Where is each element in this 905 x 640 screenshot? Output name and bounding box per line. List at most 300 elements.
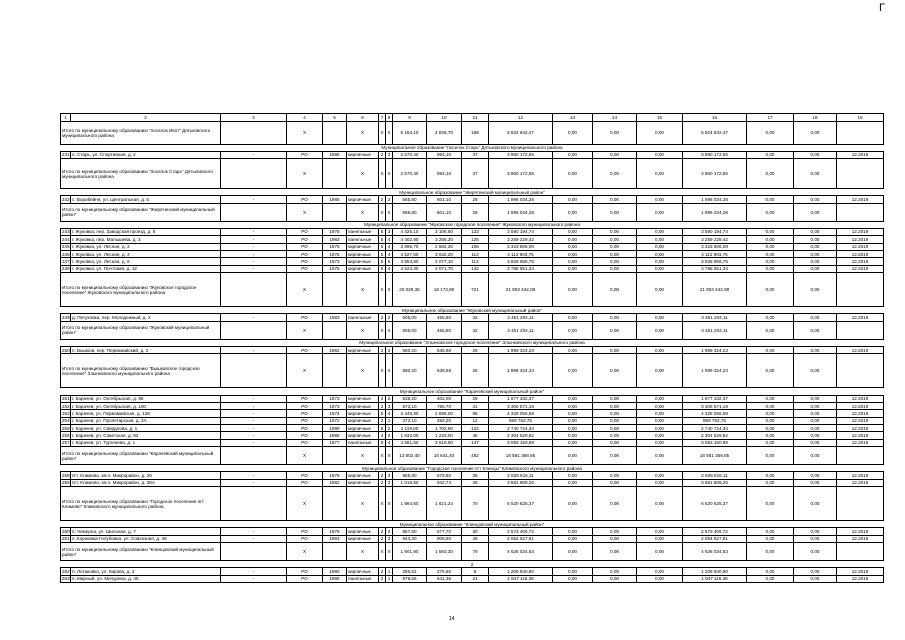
empty-cell [323, 543, 347, 561]
subtotal-v10: 536,68 [427, 354, 462, 388]
subtotal-v18: 0,00 [794, 203, 837, 221]
not-applicable-mark: X [379, 159, 386, 189]
wall-material: кирпичные [347, 196, 379, 203]
subtotal-v13: 0,00 [553, 543, 593, 561]
entrances: 3 [386, 151, 393, 158]
address: д. Петуховка, пер. Молодежный, д. 2 [71, 314, 221, 321]
row-number: 253 [62, 410, 70, 416]
column-number: 2 [71, 114, 221, 122]
cost-owners: 1 999 324,23 [683, 346, 747, 353]
table-row [61, 258, 884, 265]
wall-material: кирпичные [347, 479, 379, 486]
entrances: 4 [386, 439, 393, 446]
area-total: 3 445,90 [393, 410, 427, 417]
subtotal-v15: 0,00 [637, 273, 683, 307]
col-4: РО [287, 402, 323, 409]
subtotal-v13: 0,00 [553, 203, 593, 221]
planned-date: 12.2019 [837, 439, 884, 446]
cost-regional: 0,00 [593, 196, 637, 203]
residents: 106 [462, 243, 489, 250]
wall-material: кирпичные [347, 151, 379, 158]
col-18: 0,00 [794, 151, 837, 158]
planned-date: 12.2019 [837, 417, 884, 424]
cost-federal: 0,00 [553, 439, 593, 446]
table-row [61, 417, 884, 424]
not-applicable-mark: X [386, 354, 393, 388]
cost-federal: 0,00 [553, 346, 593, 353]
floors: 2 [379, 535, 386, 542]
col-18: 0,00 [794, 410, 837, 417]
empty-cell [323, 321, 347, 339]
table-row [61, 196, 884, 203]
cost-owners: 2 740 724,34 [683, 425, 747, 432]
area-living: 994,10 [427, 151, 462, 158]
cost-federal: 0,00 [553, 417, 593, 424]
col-4: РО [287, 251, 323, 258]
subtotal-v14: 0,00 [593, 487, 637, 521]
col-17: 0,00 [747, 243, 794, 250]
subtotal-v14: 0,00 [593, 543, 637, 561]
residents: 142 [462, 265, 489, 272]
planned-date: 12.2019 [837, 472, 884, 479]
not-applicable-mark: X [386, 487, 393, 521]
planned-date: 12.2019 [837, 265, 884, 272]
col-18: 0,00 [794, 236, 837, 243]
entrances: 6 [386, 258, 393, 265]
col-18: 0,00 [794, 528, 837, 535]
planned-date: 12.2019 [837, 151, 884, 158]
subtotal-v13: 0,00 [553, 273, 593, 307]
residents: 45 [462, 432, 489, 439]
section-header-row [61, 307, 884, 314]
col-18: 0,00 [794, 251, 837, 258]
floors: 5 [379, 236, 386, 243]
table-row [61, 346, 884, 353]
cost-regional: 0,00 [593, 243, 637, 250]
subtotal-v12: 3 451 204,11 [489, 321, 553, 339]
cost-owners: 3 306 571,19 [683, 402, 747, 409]
col-18: 0,00 [794, 228, 837, 235]
residents: 26 [462, 346, 489, 353]
planned-date: 12.2019 [837, 346, 884, 353]
address: г. Карачев, ул. Октябрьская, д. 96 [71, 395, 221, 402]
subtotal-v11: 79 [462, 543, 489, 561]
total-cost: 1 947 116,38 [489, 575, 553, 582]
section-header-row [61, 465, 884, 472]
col-17: 0,00 [747, 265, 794, 272]
subtotal-v15: 0,00 [637, 447, 683, 465]
subtotal-v13: 0,00 [553, 487, 593, 521]
cost-regional: 0,00 [593, 151, 637, 158]
area-total: 2 570,40 [393, 151, 427, 158]
empty-cell [837, 121, 884, 144]
total-cost: 2 304 529,62 [489, 432, 553, 439]
cost-owners: 4 112 903,75 [683, 251, 747, 258]
cost-local: 0,00 [637, 417, 683, 424]
subtotal-v10: 1 583,30 [427, 543, 462, 561]
not-applicable-mark: X [287, 203, 323, 221]
area-living: 3 077,10 [427, 258, 462, 265]
address: г. Карачев, ул. Тургенева, д. 1 [71, 439, 221, 446]
floors: 2 [379, 479, 386, 486]
column-number: 1 [61, 114, 71, 122]
planned-date: 12.2019 [837, 535, 884, 542]
subtotal-label: Итого по муниципальному образованию "Жуковский муниципальный район" [61, 321, 221, 339]
area-total: 538,20 [393, 395, 427, 402]
col-4: РО [287, 265, 323, 272]
row-number: 255 [62, 425, 70, 431]
entrances: 1 [386, 575, 393, 582]
col-3: - [221, 151, 287, 158]
cost-regional: 0,00 [593, 439, 637, 446]
entrances: 4 [386, 265, 393, 272]
subtotal-label: Итого по муниципальному образованию "Клинцовский муниципальный район" [61, 543, 221, 561]
cost-regional: 0,00 [593, 575, 637, 582]
total-cost: 3 259 229,42 [489, 236, 553, 243]
table-row [61, 251, 884, 258]
total-cost: 3 960 172,55 [489, 151, 553, 158]
column-number: 7 [379, 114, 386, 122]
entrances: 4 [386, 410, 393, 417]
subtotal-v11: 70 [462, 487, 489, 521]
row-number: 254 [62, 418, 70, 424]
col-18: 0,00 [794, 535, 837, 542]
row-number: 251 [62, 396, 70, 402]
overhaul-register-table-wrap [60, 113, 883, 583]
cost-local: 0,00 [637, 265, 683, 272]
cost-regional: 0,00 [593, 425, 637, 432]
subtotal-v11: 29 [462, 203, 489, 221]
not-applicable-mark: X [287, 543, 323, 561]
entrances: 1 [386, 568, 393, 575]
col-18: 0,00 [794, 258, 837, 265]
floors: 5 [379, 410, 386, 417]
subtotal-v9: 6 164,10 [393, 121, 427, 144]
row-number: 241 [62, 152, 70, 158]
col-17: 0,00 [747, 151, 794, 158]
col-18: 0,00 [794, 314, 837, 321]
col-4: РО [287, 535, 323, 542]
col-4: РО [287, 228, 323, 235]
floors: 2 [379, 568, 386, 575]
subtotal-v16: 1 996 034,28 [683, 203, 747, 221]
col-3: - [221, 479, 287, 486]
subtotal-v18: 0,00 [794, 354, 837, 388]
col-3: - [221, 314, 287, 321]
planned-date: 12.2019 [837, 568, 884, 575]
row-number: 248 [62, 266, 70, 272]
empty-cell [221, 447, 287, 465]
total-cost: 1 996 034,28 [489, 196, 553, 203]
table-row [61, 236, 884, 243]
residents: 35 [462, 479, 489, 486]
residents: 123 [462, 228, 489, 235]
not-applicable-mark: X [379, 273, 386, 307]
cost-local: 0,00 [637, 196, 683, 203]
table-row [61, 395, 884, 402]
subtotal-v18: 0,00 [794, 447, 837, 465]
wall-material: панельные [347, 575, 379, 582]
subtotal-v10: 1 621,24 [427, 487, 462, 521]
total-cost: 2 838 816,11 [489, 472, 553, 479]
subtotal-v17: 0,00 [747, 487, 794, 521]
subtotal-v17: 0,00 [747, 321, 794, 339]
col-3: - [221, 568, 287, 575]
subtotal-v12: 3 960 172,55 [489, 159, 553, 189]
floors: 2 [379, 472, 386, 479]
col-17: 0,00 [747, 410, 794, 417]
cost-regional: 0,00 [593, 395, 637, 402]
area-total: 957,60 [393, 528, 427, 535]
col-4: РО [287, 425, 323, 432]
residents: 30 [462, 528, 489, 535]
cost-local: 0,00 [637, 425, 683, 432]
empty-cell [837, 354, 884, 388]
col-18: 0,00 [794, 346, 837, 353]
col-17: 0,00 [747, 472, 794, 479]
col-4: РО [287, 479, 323, 486]
col-4: РО [287, 196, 323, 203]
floors: 2 [379, 346, 386, 353]
col-18: 0,00 [794, 417, 837, 424]
cost-regional: 0,00 [593, 568, 637, 575]
total-cost: 1 209 840,80 [489, 568, 553, 575]
not-applicable-mark: X [287, 321, 323, 339]
wall-material: кирпичные [347, 528, 379, 535]
subtotal-v10: 994,10 [427, 159, 462, 189]
total-cost: 3 451 204,11 [489, 314, 553, 321]
cost-local: 0,00 [637, 346, 683, 353]
floors: 4 [379, 432, 386, 439]
not-applicable-mark: X [386, 203, 393, 221]
address: г. Карачев, ул. Советская, д. 82 [71, 432, 221, 439]
subtotal-v11: 482 [462, 447, 489, 465]
row-number: 242 [62, 196, 70, 202]
cost-federal: 0,00 [553, 528, 593, 535]
cost-owners: 1 947 116,38 [683, 575, 747, 582]
section-title: Муниципальное образование "Клинцовский муниципальный район" [61, 521, 884, 528]
col-17: 0,00 [747, 402, 794, 409]
address: пгт. Климово, кв-л. Микрорайон, д. 29 [71, 472, 221, 479]
section-title: Муниципальное образование "Жирятинский муниципальный район" [61, 189, 884, 196]
area-living: 402,00 [427, 395, 462, 402]
subtotal-v13: 0,00 [553, 159, 593, 189]
subtotal-v12: 21 903 442,08 [489, 273, 553, 307]
address: г. Жуковка, пер. Заводской проезд, д. 6 [71, 228, 221, 235]
subtotal-v14: 0,00 [593, 121, 637, 144]
col-17: 0,00 [747, 535, 794, 542]
year: 1976 [323, 528, 347, 535]
section-title: Муниципальное образование "Городское поселение пгт Клинцы" Климовского муниципального района [61, 465, 884, 472]
year: 1974 [323, 410, 347, 417]
col-3: - [221, 425, 287, 432]
area-total: 4 554,80 [393, 258, 427, 265]
not-applicable-mark: X [287, 159, 323, 189]
entrances: 4 [386, 251, 393, 258]
section-header-row [61, 388, 884, 395]
total-cost: 3 063 150,99 [489, 439, 553, 446]
address: г. Жуковка, пер. Малышева, д. 3 [71, 236, 221, 243]
subtotal-v15: 0,00 [637, 354, 683, 388]
cost-federal: 0,00 [553, 258, 593, 265]
area-living: 3 519,50 [427, 439, 462, 446]
subtotal-row [61, 321, 884, 339]
table-row [61, 432, 884, 439]
area-total: 3 895,70 [393, 243, 427, 250]
subtotal-v12: 6 520 625,37 [489, 487, 553, 521]
planned-date: 12.2019 [837, 243, 884, 250]
col-3: - [221, 410, 287, 417]
area-total: 965,80 [393, 472, 427, 479]
subtotal-v12: 4 628 034,63 [489, 543, 553, 561]
planned-date: 12.2019 [837, 528, 884, 535]
empty-cell [221, 321, 287, 339]
area-total: 879,66 [393, 575, 427, 582]
cost-owners: 2 054 627,91 [683, 535, 747, 542]
table-row [61, 568, 884, 575]
not-applicable-mark: X [287, 354, 323, 388]
col-3: - [221, 243, 287, 250]
empty-cell [221, 273, 287, 307]
subtotal-v12: 5 824 642,47 [489, 121, 553, 144]
year: 1977 [323, 439, 347, 446]
entrances: 3 [386, 472, 393, 479]
cost-owners: 3 928 956,75 [683, 258, 747, 265]
not-applicable-mark: X [347, 354, 379, 388]
empty-cell [837, 159, 884, 189]
cost-local: 0,00 [637, 535, 683, 542]
entrances: 4 [386, 236, 393, 243]
residents: 37 [462, 151, 489, 158]
column-number: 4 [287, 114, 323, 122]
area-total: 4 402,90 [393, 236, 427, 243]
address: г. Жуковка, ул. Лесная, д. 4 [71, 251, 221, 258]
section-title: Муниципальное образование "Карачевский муниципальный район" [61, 388, 884, 395]
col-4: РО [287, 432, 323, 439]
subtotal-v14: 0,00 [593, 203, 637, 221]
subtotal-v14: 0,00 [593, 447, 637, 465]
subtotal-v15: 0,00 [637, 487, 683, 521]
table-row [61, 265, 884, 272]
cost-regional: 0,00 [593, 410, 637, 417]
subtotal-v11: 37 [462, 159, 489, 189]
residents: 31 [462, 402, 489, 409]
total-cost: 3 928 956,75 [489, 258, 553, 265]
col-3: - [221, 472, 287, 479]
section-title: 2 [61, 561, 884, 568]
year: 1976 [323, 228, 347, 235]
address: п. Мирный, ул. Мичурина, д. 35 [71, 575, 221, 582]
row-number: 244 [62, 236, 70, 242]
cost-federal: 0,00 [553, 410, 593, 417]
col-17: 0,00 [747, 432, 794, 439]
cost-regional: 0,00 [593, 528, 637, 535]
not-applicable-mark: X [379, 203, 386, 221]
col-18: 0,00 [794, 439, 837, 446]
address: г. Жуковка, ул. Лесная, д. 6 [71, 258, 221, 265]
section-header-row [61, 521, 884, 528]
col-3: - [221, 265, 287, 272]
not-applicable-mark: X [379, 543, 386, 561]
area-living: 2 696,00 [427, 410, 462, 417]
cost-federal: 0,00 [553, 535, 593, 542]
total-cost: 1 999 324,23 [489, 346, 553, 353]
col-18: 0,00 [794, 479, 837, 486]
subtotal-v15: 0,00 [637, 159, 683, 189]
total-cost: 2 054 627,91 [489, 535, 553, 542]
planned-date: 12.2019 [837, 228, 884, 235]
subtotal-v16: 18 581 369,85 [683, 447, 747, 465]
col-3: - [221, 432, 287, 439]
column-number: 9 [393, 114, 427, 122]
column-number-row [61, 114, 884, 122]
cost-owners: 1 996 034,28 [683, 196, 747, 203]
entrances: 2 [386, 432, 393, 439]
column-number: 5 [323, 114, 347, 122]
empty-cell [323, 447, 347, 465]
cost-federal: 0,00 [553, 196, 593, 203]
empty-cell [221, 159, 287, 189]
planned-date: 12.2019 [837, 479, 884, 486]
subtotal-v9: 1 984,60 [393, 487, 427, 521]
row-number: 247 [62, 259, 70, 264]
entrances: 2 [386, 314, 393, 321]
cost-regional: 0,00 [593, 314, 637, 321]
wall-material: кирпичные [347, 243, 379, 250]
area-living: 3 071,70 [427, 265, 462, 272]
address: г. Жуковка, ул. Почтовая, д. 12 [71, 265, 221, 272]
empty-cell [323, 159, 347, 189]
col-4: РО [287, 258, 323, 265]
planned-date: 12.2019 [837, 196, 884, 203]
row-number: 246 [62, 251, 70, 257]
subtotal-v14: 0,00 [593, 159, 637, 189]
address: п. Коржовка-Голубовка, ул. Совхозная, д. 48 [71, 535, 221, 542]
subtotal-v17: 0,00 [747, 203, 794, 221]
column-number: 13 [553, 114, 593, 122]
year: 1990 [323, 568, 347, 575]
col-17: 0,00 [747, 439, 794, 446]
subtotal-v9: 685,80 [393, 203, 427, 221]
residents: 147 [462, 439, 489, 446]
area-living: 1 702,60 [427, 425, 462, 432]
table-body [61, 114, 884, 583]
subtotal-v11: 721 [462, 273, 489, 307]
floors: 5 [379, 425, 386, 432]
area-total: 1 633,00 [393, 432, 427, 439]
cost-local: 0,00 [637, 258, 683, 265]
not-applicable-mark: X [386, 121, 393, 144]
table-row [61, 314, 884, 321]
col-3: - [221, 236, 287, 243]
empty-cell [837, 487, 884, 521]
cost-federal: 0,00 [553, 228, 593, 235]
subtotal-v10: 10 641,40 [427, 447, 462, 465]
area-total: 2 119,00 [393, 425, 427, 432]
subtotal-v10: 18 173,90 [427, 273, 462, 307]
address: п. Лотаковка, ул. Кирова, д. 2 [71, 568, 221, 575]
col-17: 0,00 [747, 346, 794, 353]
col-18: 0,00 [794, 196, 837, 203]
column-number: 19 [837, 114, 884, 122]
col-4: РО [287, 151, 323, 158]
table-row [61, 151, 884, 158]
cost-regional: 0,00 [593, 251, 637, 258]
column-number: 11 [462, 114, 489, 122]
year: 1993 [323, 535, 347, 542]
empty-cell [221, 121, 287, 144]
subtotal-v16: 3 451 204,11 [683, 321, 747, 339]
